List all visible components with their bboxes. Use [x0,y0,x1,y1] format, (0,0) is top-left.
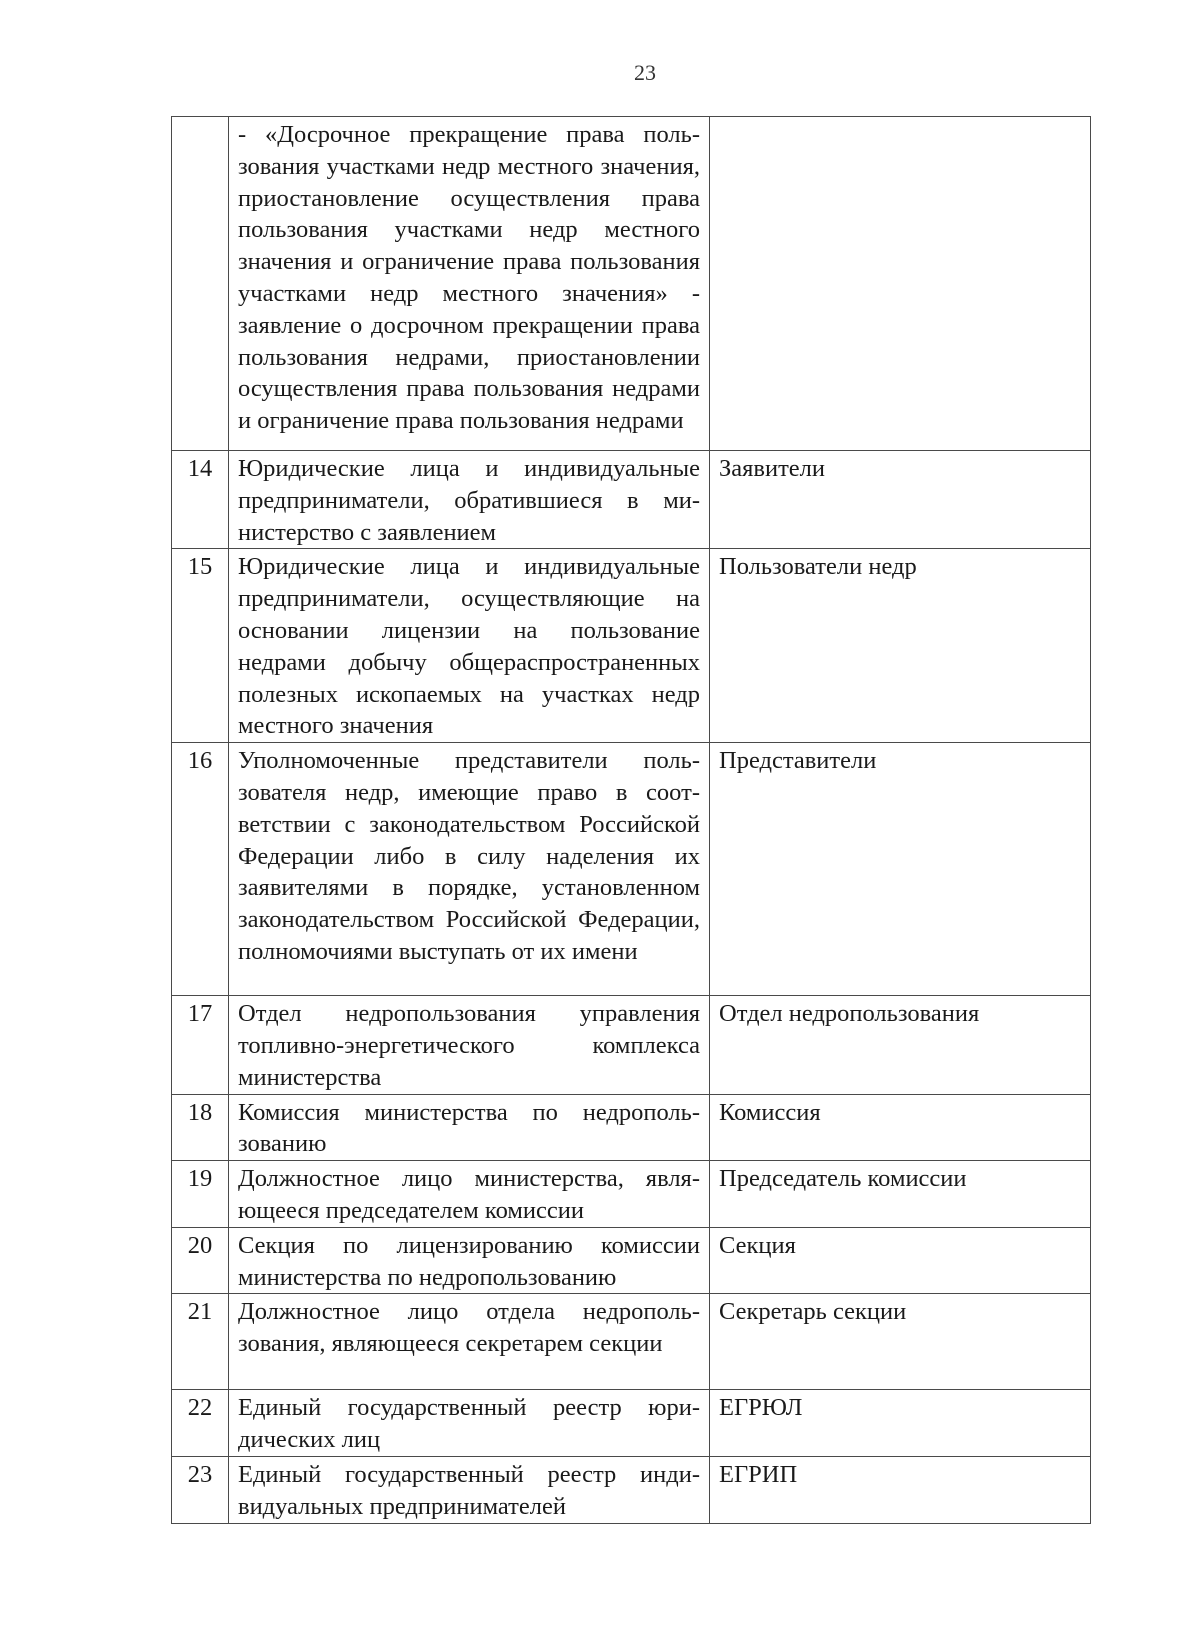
row-number: 16 [172,743,229,996]
table-row [172,1227,1091,1294]
row-short-name: Отдел недропользования [710,996,1091,1094]
row-number: 15 [172,549,229,743]
row-description: Единый государственный реестр юридических лиц [229,1390,710,1457]
row-short-name: Председатель комиссии [710,1161,1091,1228]
row-number: 22 [172,1390,229,1457]
row-description: Юридические лица и индивидуальные предприниматели, осуществляющие на основании лицензии на пользование недрами добычу общераспространенных полезных ископаемых на участках недр местного значения [229,549,710,743]
row-short-name: Пользователи недр [710,549,1091,743]
row-number: 19 [172,1161,229,1228]
row-number: 21 [172,1294,229,1390]
table-row [172,1094,1091,1161]
row-number: 18 [172,1094,229,1161]
row-short-name: ЕГРИП [710,1456,1091,1523]
row-short-name: ЕГРЮЛ [710,1390,1091,1457]
row-short-name: Представители [710,743,1091,996]
row-description: Комиссия министерства по недропользованию [229,1094,710,1161]
row-description: Должностное лицо министерства, являющееся председателем комиссии [229,1161,710,1228]
row-number: 17 [172,996,229,1094]
table-row [172,117,1091,451]
row-description: Отдел недропользования управления топливно-энергетического комплекса министерства [229,996,710,1094]
row-short-name: Комиссия [710,1094,1091,1161]
table-row [172,1294,1091,1390]
table-row [172,1456,1091,1523]
row-description: Секция по лицензированию комиссии министерства по недропользованию [229,1227,710,1294]
row-short-name: Заявители [710,451,1091,549]
row-short-name: Секция [710,1227,1091,1294]
row-description: - «Досрочное прекращение права пользования участками недр местного значения, приостановление осуществления права пользования участками недр местного значения и ограничение права пользования участками недр местного значения» - заявление о досрочном прекращении права пользования недрами, приостановлении осуществления права пользования недрами и ограничение права пользования недрами [229,117,710,451]
row-short-name [710,117,1091,451]
row-number: 14 [172,451,229,549]
row-short-name: Секретарь секции [710,1294,1091,1390]
row-description: Юридические лица и индивидуальные предприниматели, обратившиеся в министерство с заявлением [229,451,710,549]
page-number: 23 [634,60,656,85]
table-row [172,451,1091,549]
table-row [172,996,1091,1094]
row-description: Единый государственный реестр индивидуальных предпринимателей [229,1456,710,1523]
terms-table [171,116,1091,1524]
row-number: 23 [172,1456,229,1523]
row-description: Уполномоченные представители пользователя недр, имеющие право в соответствии с законодательством Российской Федерации либо в силу наделения их заявителями в порядке, установленном законодательством Российской Федерации, полномочиями выступать от их имени [229,743,710,996]
table-row [172,1161,1091,1228]
table-row [172,743,1091,996]
row-number [172,117,229,451]
table-row [172,549,1091,743]
table-row [172,1390,1091,1457]
row-number: 20 [172,1227,229,1294]
row-description: Должностное лицо отдела недропользования, являющееся секретарем секции [229,1294,710,1390]
